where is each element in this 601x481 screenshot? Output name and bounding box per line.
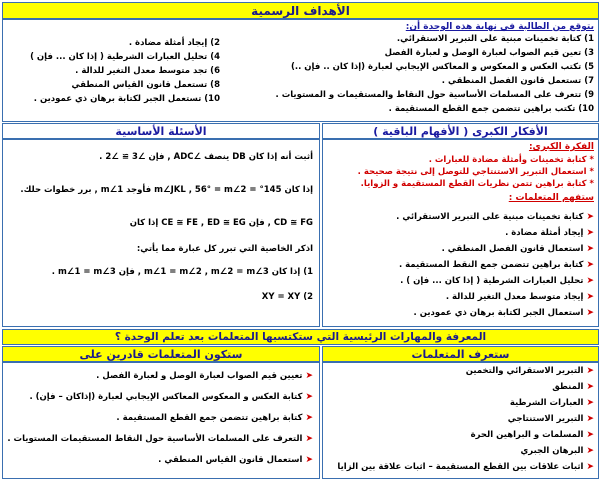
right-goal-item-text: 3) تعين قيم الصواب لعبارة الوصل و لعبارة الفصل [384, 48, 594, 58]
left-goal-item [129, 38, 220, 48]
essential-questions-title: الأسئلة الأساسية [115, 124, 207, 138]
able-item-text: تعيين قيم الصواب لعبارة الوصل و لعبارة الفصل . [96, 371, 303, 381]
learning-item [414, 308, 594, 318]
bullet-arrow-icon: ➤ [305, 392, 313, 402]
knowledge-title: المعرفة والمهارات الرئيسية التي ستكتسبها المتعلمات بعد تعلم الوحدة ؟ [114, 331, 487, 343]
essential-questions-box [2, 139, 320, 327]
right-goal-item-text: 10) تكتب براهين تتضمن جمع القطع المستقيمة . [388, 104, 594, 114]
able-box [2, 362, 320, 479]
learning-item-text: تحليل العبارات الشرطية ( إذا كان ... فإن ) . [400, 276, 584, 286]
right-goal-item [397, 34, 594, 44]
essential-questions-header-box [2, 123, 320, 139]
able-item [116, 413, 313, 423]
official-goals-box [2, 19, 599, 122]
bullet-arrow-icon: ➤ [586, 446, 594, 456]
big-ideas-header-box [322, 123, 599, 139]
learning-item-text: إيجاد متوسط معدل التغير للدالة . [445, 292, 584, 302]
official-goals-header [2, 2, 599, 19]
learning-item-text: كتابة تخمينات مبنية على التبرير الاستقرائي . [396, 212, 584, 222]
know-title: ستعرف المتعلمات [411, 347, 510, 361]
left-goal-item [75, 66, 220, 76]
left-goal-item [30, 52, 220, 62]
question-4-part-1: 1) إذا كان m∠1 = m∠2 , m∠2 = m∠3 , فإن m∠1 = m∠3 . [51, 267, 313, 277]
big-ideas-title: الأفكار الكبرى ( الأفهام الباقية ) [373, 124, 548, 138]
big-idea-item-text: * كتابة براهين تتمن نظريات القطع المستقيمة و الزوايا. [360, 179, 594, 189]
bullet-arrow-icon: ➤ [305, 455, 313, 465]
know-item [510, 398, 594, 408]
big-idea-item-text: * كتابة تخمينات وأمثلة مضادة للعبارات . [428, 155, 594, 165]
able-item-text: التعرف على المسلمات الأساسية حول النقاط المستقيمات المستويات . [7, 434, 303, 444]
able-header [2, 346, 320, 362]
left-goal-item-text: 2) إيجاد أمثلة مضادة . [128, 38, 220, 48]
able-item [7, 434, 313, 444]
goals-intro: يتوقع من الطالبة في نهاية هذه الوحدة أن: [405, 22, 594, 32]
question-4-part-2: XY = XY (2 [261, 292, 313, 302]
learning-item [396, 212, 594, 222]
bullet-arrow-icon: ➤ [586, 366, 594, 376]
able-item-text: كتابة براهين تتضمن جمع القطع المستقيمة . [116, 413, 303, 423]
know-item-text: البرهان الجبري [520, 446, 584, 456]
left-goal-item-text: 6) تجد متوسط معدل التغير للدالة . [75, 66, 220, 76]
right-goal-item-text: 5) تكتب العكس و المعكوس و المعاكس الإيجابي لعبارة (إذا كان .. فإن ..) [290, 62, 594, 72]
know-item-text: المسلمات و البراهين الحرة [470, 430, 584, 440]
question-3: CD ≅ FG , فإن CE ≅ FE , ED ≅ EG إذا كان [129, 218, 313, 228]
right-goal-item [389, 104, 594, 114]
learning-item [446, 292, 594, 302]
bullet-arrow-icon: ➤ [586, 382, 594, 392]
bullet-arrow-icon: ➤ [586, 462, 594, 472]
left-goal-item-text: 10) تستعمل الجبر لكتابة برهان ذي عمودين . [33, 94, 220, 104]
learning-item [505, 228, 594, 238]
able-title: ستكون المتعلمات قادرين على [79, 347, 243, 361]
able-item [96, 371, 313, 381]
learning-item [442, 244, 594, 254]
learning-item [400, 276, 594, 286]
right-goal-item-text: 9) تتعرف على المسلمات الأساسية حول النقاط والمستقيمات و المستويات . [275, 90, 594, 100]
know-item [337, 462, 594, 472]
right-goal-item [385, 48, 594, 58]
bullet-arrow-icon: ➤ [586, 228, 594, 238]
know-item [552, 382, 594, 392]
big-idea-item [361, 179, 594, 189]
big-ideas-box [322, 139, 599, 327]
able-item-text: كتابة العكس و المعكوس المعاكس الإيجابي لعبارة (إذاكان – فإن) . [29, 392, 303, 402]
know-item [508, 414, 594, 424]
know-item-text: اثبات علاقات بين القطع المستقيمة – اثبات علاقة بين الزايا [337, 462, 584, 472]
right-goal-item-text: 1) كتابة تخمينات مبنية على التبرير الاستقرائي. [396, 34, 594, 44]
bullet-arrow-icon: ➤ [305, 371, 313, 381]
right-goal-item [442, 76, 594, 86]
learning-item-text: استعمال قانون الفصل المنطقي . [441, 244, 584, 254]
left-goal-item [34, 94, 220, 104]
bullet-arrow-icon: ➤ [586, 276, 594, 286]
learning-item [399, 260, 594, 270]
know-item-text: العبارات الشرطية [509, 398, 584, 408]
know-item-text: المنطق [552, 382, 584, 392]
right-goal-item [276, 90, 594, 100]
bullet-arrow-icon: ➤ [586, 398, 594, 408]
bullet-arrow-icon: ➤ [586, 212, 594, 222]
left-goal-item-text: 8) تستعمل قانون القياس المنطقي [71, 80, 220, 90]
know-item-text: التبرير الاستنتاجي [507, 414, 584, 424]
official-goals-title: الأهداف الرسمية [251, 3, 350, 18]
learning-item-text: كتابة براهين تتضمن جمع النقط المستقيمة . [398, 260, 584, 270]
know-box [322, 362, 599, 479]
able-item [29, 392, 313, 402]
right-goal-item [291, 62, 594, 72]
bullet-arrow-icon: ➤ [586, 244, 594, 254]
bullet-arrow-icon: ➤ [586, 414, 594, 424]
bullet-arrow-icon: ➤ [586, 292, 594, 302]
question-2: إذا كان 145° = m∠JKL , 56° = m∠2 فأوجد m∠1 , برر خطوات حلك. [20, 185, 313, 195]
big-idea-item [429, 155, 594, 165]
know-item [471, 430, 594, 440]
able-item [158, 455, 313, 465]
bullet-arrow-icon: ➤ [305, 434, 313, 444]
know-item [466, 366, 594, 376]
bullet-arrow-icon: ➤ [586, 308, 594, 318]
bullet-arrow-icon: ➤ [586, 260, 594, 270]
question-4-intro: اذكر الخاصية التي تبرر كل عبارة مما يأتي: [136, 244, 313, 254]
left-goal-item [72, 80, 220, 90]
big-idea-label: الفكرة الكبرى: [528, 142, 594, 152]
knowledge-header [2, 329, 599, 345]
know-item [521, 446, 595, 456]
left-goal-item-text: 4) تحليل العبارات الشرطية ( إذا كان ... فإن ) [30, 52, 220, 62]
bullet-arrow-icon: ➤ [586, 430, 594, 440]
unit-plan-page [2, 2, 599, 479]
right-goal-item-text: 7) تستعمل قانون الفصل المنطقي . [441, 76, 594, 86]
learning-item-text: إيجاد أمثلة مضادة . [505, 228, 584, 238]
know-header [322, 346, 599, 362]
big-idea-item [358, 167, 594, 177]
know-item-text: التبرير الاستقرائي والتخمين [465, 366, 584, 376]
learning-item-text: استعمال الجبر لكتابة برهان ذي عمودين . [413, 308, 584, 318]
big-idea-item-text: * استعمال التبرير الاستنتاجي للتوصل إلى نتيجة صحيحة . [357, 167, 594, 177]
able-item-text: استعمال قانون القياس المنطقي . [158, 455, 303, 465]
bullet-arrow-icon: ➤ [305, 413, 313, 423]
learning-label: ستفهم المتعلمات : [508, 193, 594, 203]
question-1: أثبت أنه إذا كان DB ينصف ∠ADC , فإن ∠3 ≅ ∠2 . [99, 152, 313, 162]
